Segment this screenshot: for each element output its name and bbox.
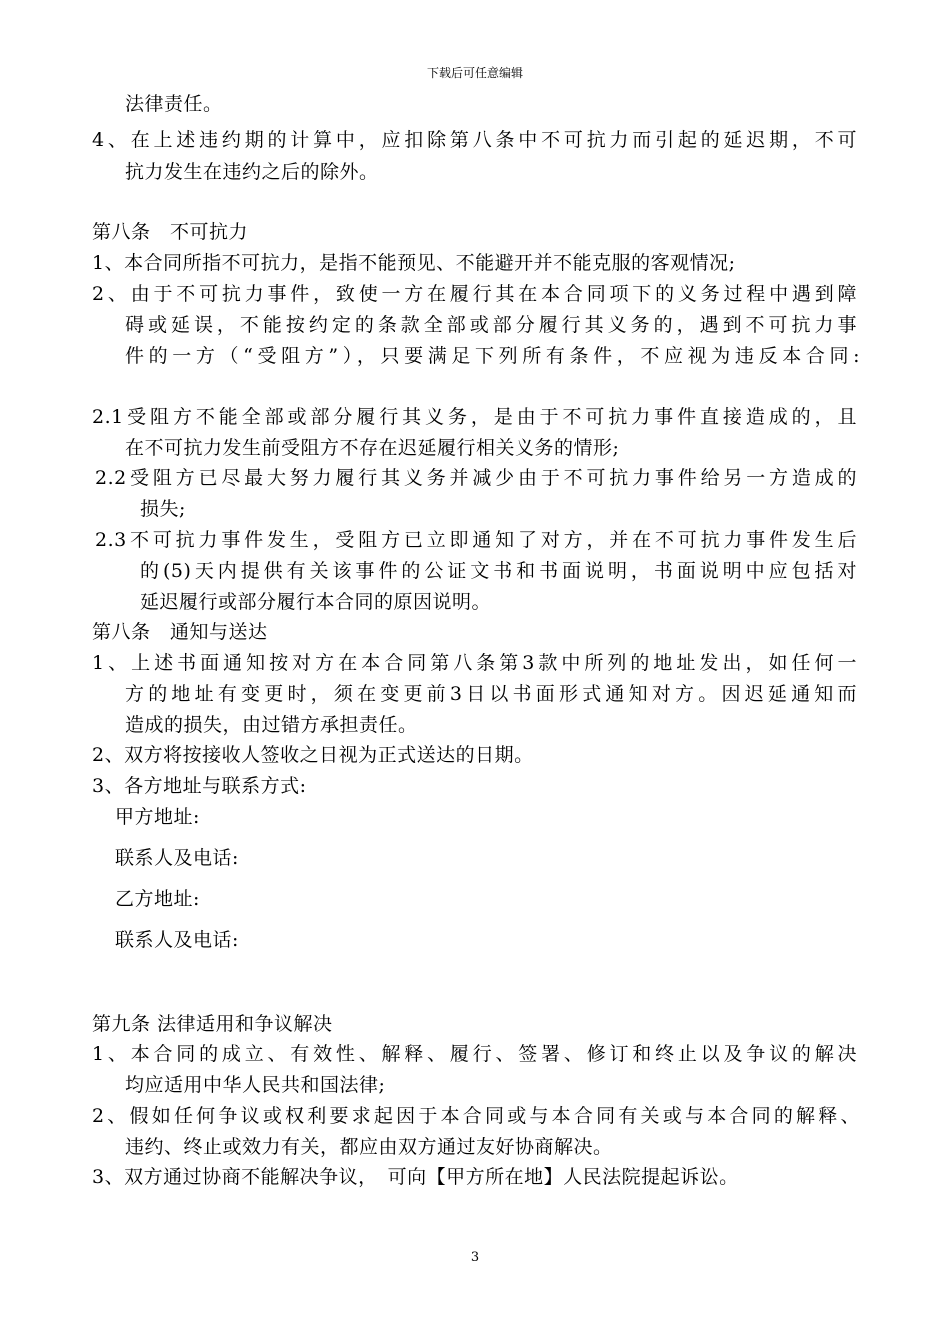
text-line: 2、双方将按接收人签收之日视为正式送达的日期。 (92, 744, 534, 766)
text-line: 2、假如任何争议或权利要求起因于本合同或与本合同有关或与本合同的解释、 (92, 1105, 860, 1127)
section-heading: 第八条 不可抗力 (92, 221, 249, 243)
text-line: 在不可抗力发生前受阻方不存在迟延履行相关义务的情形; (125, 437, 620, 459)
text-line: 4、在上述违约期的计算中，应扣除第八条中不可抗力而引起的延迟期，不可 (92, 129, 857, 151)
text-line: 2.1受阻方不能全部或部分履行其义务，是由于不可抗力事件直接造成的，且 (92, 406, 857, 428)
section-heading: 第八条 通知与送达 (92, 621, 268, 643)
page-header: 下载后可任意编辑 (426, 66, 523, 80)
text-line: 3、各方地址与联系方式: (92, 775, 307, 797)
text-line: 方的地址有变更时，须在变更前3日以书面形式通知对方。因迟延通知而 (125, 683, 857, 705)
party-b-address-label: 乙方地址: (115, 888, 200, 910)
text-line: 延迟履行或部分履行本合同的原因说明。 (140, 591, 492, 613)
text-line: 1、本合同所指不可抗力，是指不能预见、不能避开并不能克服的客观情况; (92, 252, 736, 274)
party-b-contact-label: 联系人及电话: (115, 929, 239, 951)
section-heading: 第九条 法律适用和争议解决 (92, 1013, 333, 1035)
text-line: 1、本合同的成立、有效性、解释、履行、签署、修订和终止以及争议的解决 (92, 1043, 857, 1065)
text-line: 抗力发生在违约之后的除外。 (125, 161, 379, 183)
page-number: 3 (470, 1250, 480, 1265)
text-line: 的(5)天内提供有关该事件的公证文书和书面说明，书面说明中应包括对 (140, 560, 857, 582)
text-line: 2、由于不可抗力事件，致使一方在履行其在本合同项下的义务过程中遇到障 (92, 283, 857, 305)
text-line: 造成的损失，由过错方承担责任。 (125, 714, 418, 736)
text-line: 件的一方（“受阻方”），只要满足下列所有条件，不应视为违反本合同: (125, 345, 860, 367)
text-line: 1、上述书面通知按对方在本合同第八条第3款中所列的地址发出，如任何一 (92, 652, 857, 674)
text-line: 2.2受阻方已尽最大努力履行其义务并减少由于不可抗力事件给另一方造成的 (95, 467, 857, 489)
text-line: 违约、终止或效力有关，都应由双方通过友好协商解决。 (125, 1136, 613, 1158)
party-a-contact-label: 联系人及电话: (115, 847, 239, 869)
party-a-address-label: 甲方地址: (115, 806, 200, 828)
text-line: 损失; (140, 498, 186, 520)
text-line: 法律责任。 (125, 93, 223, 115)
text-line: 碍或延误，不能按约定的条款全部或部分履行其义务的，遇到不可抗力事 (125, 314, 857, 336)
text-line: 均应适用中华人民共和国法律; (125, 1074, 386, 1096)
text-line: 2.3不可抗力事件发生，受阻方已立即通知了对方，并在不可抗力事件发生后 (95, 529, 857, 551)
text-line: 3、双方通过协商不能解决争议， 可向【甲方所在地】人民法院提起诉讼。 (92, 1166, 739, 1188)
